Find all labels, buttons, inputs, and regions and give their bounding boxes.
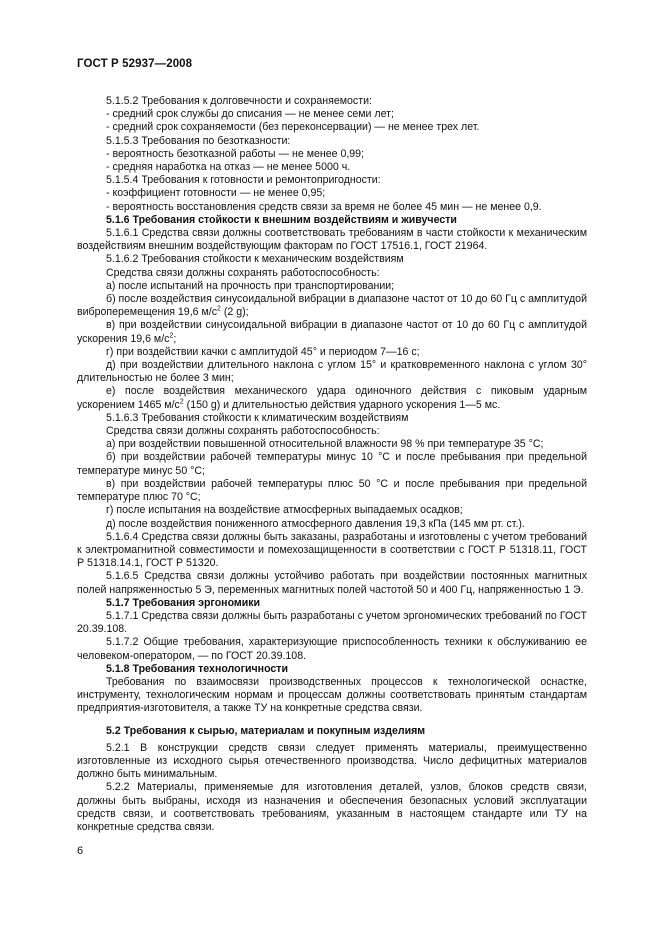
paragraph bbox=[77, 451, 587, 477]
paragraph bbox=[77, 319, 587, 345]
paragraph bbox=[77, 597, 587, 610]
paragraph bbox=[77, 425, 587, 438]
paragraph-text: - средняя наработка на отказ — не менее 5000 ч. bbox=[106, 161, 351, 174]
paragraph-text: - вероятность безотказной работы — не менее 0,99; bbox=[106, 147, 365, 160]
paragraph bbox=[77, 412, 587, 425]
paragraph-text: - средний срок службы до списания — не менее семи лет; bbox=[106, 108, 394, 121]
paragraph-text: 5.1.8 Требования технологичности bbox=[106, 662, 289, 675]
paragraph bbox=[77, 610, 587, 636]
paragraph-text: 5.1.5.3 Требования по безотказности: bbox=[106, 134, 291, 147]
paragraph-text: б) после воздействия синусоидальной вибрации в диапазоне частот от 10 до 60 Гц с амплитудой виброперемещения 19,6 м/с bbox=[77, 293, 587, 319]
paragraph bbox=[77, 478, 587, 504]
paragraph-text: Средства связи должны сохранять работоспособность: bbox=[106, 425, 380, 438]
paragraph-text: б) при воздействии рабочей температуры минус 10 °С и после пребывания при предельной температуре минус 50 °С; bbox=[77, 451, 587, 477]
paragraph bbox=[77, 570, 587, 596]
paragraph bbox=[77, 385, 587, 411]
paragraph-text: 5.1.7 Требования эргономики bbox=[106, 596, 261, 609]
paragraph bbox=[77, 201, 587, 214]
paragraph-text: Средства связи должны сохранять работоспособность: bbox=[106, 266, 380, 279]
paragraph-text: 5.1.7.2 Общие требования, характеризующие приспособленность техники к обслуживанию ее человеком-оператором, — по ГОСТ 20.39.108. bbox=[77, 636, 587, 662]
paragraph bbox=[77, 267, 587, 280]
document-header: ГОСТ Р 52937—2008 bbox=[77, 58, 193, 70]
paragraph-text: 5.1.6 Требования стойкости к внешним воздействиям и живучести bbox=[106, 213, 457, 226]
superscript: 2 bbox=[179, 398, 184, 406]
paragraph-text: 5.1.5.4 Требования к готовности и ремонтопригодности: bbox=[106, 174, 381, 187]
paragraph bbox=[77, 676, 587, 716]
paragraph-text: 5.1.6.3 Требования стойкости к климатическим воздействиям bbox=[106, 411, 409, 424]
paragraph bbox=[77, 293, 587, 319]
paragraph bbox=[77, 227, 587, 253]
paragraph-text: д) при воздействии длительного наклона с углом 15° и кратковременного наклона с углом 30° длительностью не более 3 мин; bbox=[77, 359, 587, 385]
paragraph bbox=[77, 636, 587, 662]
superscript: 2 bbox=[217, 305, 221, 313]
paragraph bbox=[77, 187, 587, 200]
paragraph-text: 5.1.7.1 Средства связи должны быть разработаны с учетом эргономических требований по ГОСТ 20.39.108. bbox=[77, 609, 587, 636]
paragraph bbox=[77, 253, 587, 266]
paragraph-text: - средний срок сохраняемости (без переконсервации) — не менее трех лет. bbox=[106, 121, 480, 134]
paragraph bbox=[77, 108, 587, 121]
paragraph-text: Требования по взаимосвязи производственных процессов к технологической оснастке, инструменту, технологическим нормам и процессам должны соответствовать принятым стандартам предприятия-изготовителя, а также ТУ на конкретные средства связи. bbox=[77, 675, 587, 715]
paragraph-text-tail: ; bbox=[173, 332, 177, 345]
paragraph-text: 5.1.6.1 Средства связи должны соответствовать требованиям в части стойкости к механическим воздействиям внешним воздействующим факторам по ГОСТ 17516.1, ГОСТ 21964. bbox=[77, 227, 587, 253]
superscript: 2 bbox=[169, 332, 174, 340]
paragraph bbox=[77, 359, 587, 385]
paragraph-text: 5.1.6.4 Средства связи должны быть заказаны, разработаны и изготовлены с учетом требований к электромагнитной совместимости и помехозащищенности в соответствии с ГОСТ Р 51318.11, ГОСТ Р 51318.14.1, ГОСТ Р 51320. bbox=[77, 530, 587, 570]
paragraph bbox=[77, 742, 587, 782]
paragraph bbox=[77, 148, 587, 161]
paragraph bbox=[77, 518, 587, 531]
paragraph-text: в) при воздействии рабочей температуры плюс 50 °С и после пребывания при предельной температуре плюс 70 °С; bbox=[77, 477, 587, 504]
paragraph bbox=[77, 346, 587, 359]
paragraph-text: а) после испытаний на прочность при транспортировании; bbox=[106, 279, 395, 292]
paragraph-text-tail: (2 g); bbox=[220, 306, 249, 319]
paragraph-text: е) после воздействия механического удара одиночного действия с пиковым ударным ускорением 1465 м/с bbox=[77, 385, 587, 411]
paragraph-text: 5.2 Требования к сырью, материалам и покупным изделиям bbox=[106, 724, 426, 737]
paragraph bbox=[77, 504, 587, 517]
paragraph-text: 5.2.2 Материалы, применяемые для изготовления деталей, узлов, блоков средств связи, должны быть выбраны, исходя из назначения и обеспечения безопасных условий эксплуатации средств связи, и соответствовать требованиям, указанным в настоящем стандарте или ТУ на конкретные средства связи. bbox=[77, 781, 587, 833]
paragraph-text: а) при воздействии повышенной относительной влажности 98 % при температуре 35 °С; bbox=[106, 438, 544, 451]
paragraph bbox=[77, 95, 587, 108]
paragraph bbox=[77, 531, 587, 571]
paragraph-text: 5.1.6.5 Средства связи должны устойчиво работать при воздействии постоянных магнитных полей напряженностью 5 Э, переменных магнитных полей частотой 50 и 400 Гц, напряженностью 1 Э. bbox=[77, 570, 587, 596]
paragraph-text: 5.1.6.2 Требования стойкости к механическим воздействиям bbox=[106, 253, 404, 266]
paragraph bbox=[77, 725, 587, 738]
paragraph-text: 5.2.1 В конструкции средств связи следует применять материалы, преимущественно изготовленные из исходного сырья отечественного производства. Число дефицитных материалов должно быть минимальным. bbox=[77, 741, 587, 781]
paragraph bbox=[77, 135, 587, 148]
paragraph bbox=[77, 280, 587, 293]
page-number: 6 bbox=[77, 845, 84, 857]
paragraph-text: - коэффициент готовности — не менее 0,95; bbox=[106, 187, 326, 200]
paragraph-text: г) после испытания на воздействие атмосферных выпадаемых осадков; bbox=[106, 504, 463, 517]
paragraph bbox=[77, 781, 587, 834]
paragraph bbox=[77, 438, 587, 451]
paragraph-text: - вероятность восстановления средств связи за время не более 45 мин — не менее 0,9. bbox=[106, 200, 542, 213]
paragraph-text: г) при воздействии качки с амплитудой 45° и периодом 7—16 с; bbox=[106, 345, 420, 358]
paragraph bbox=[77, 121, 587, 134]
paragraph bbox=[77, 161, 587, 174]
paragraph-text-tail: (150 g) и длительностью действия ударного ускорения 1—5 мс. bbox=[183, 398, 501, 411]
paragraph-text: 5.1.5.2 Требования к долговечности и сохраняемости: bbox=[106, 95, 372, 107]
paragraph bbox=[77, 214, 587, 227]
paragraph bbox=[77, 174, 587, 187]
paragraph-text: в) при воздействии синусоидальной вибрации в диапазоне частот от 10 до 60 Гц с амплитудой ускорения 19,6 м/с bbox=[77, 319, 587, 345]
paragraph-text: д) после воздействия пониженного атмосферного давления 19,3 кПа (145 мм рт. ст.). bbox=[106, 517, 525, 530]
document-body bbox=[77, 95, 587, 834]
paragraph bbox=[77, 663, 587, 676]
